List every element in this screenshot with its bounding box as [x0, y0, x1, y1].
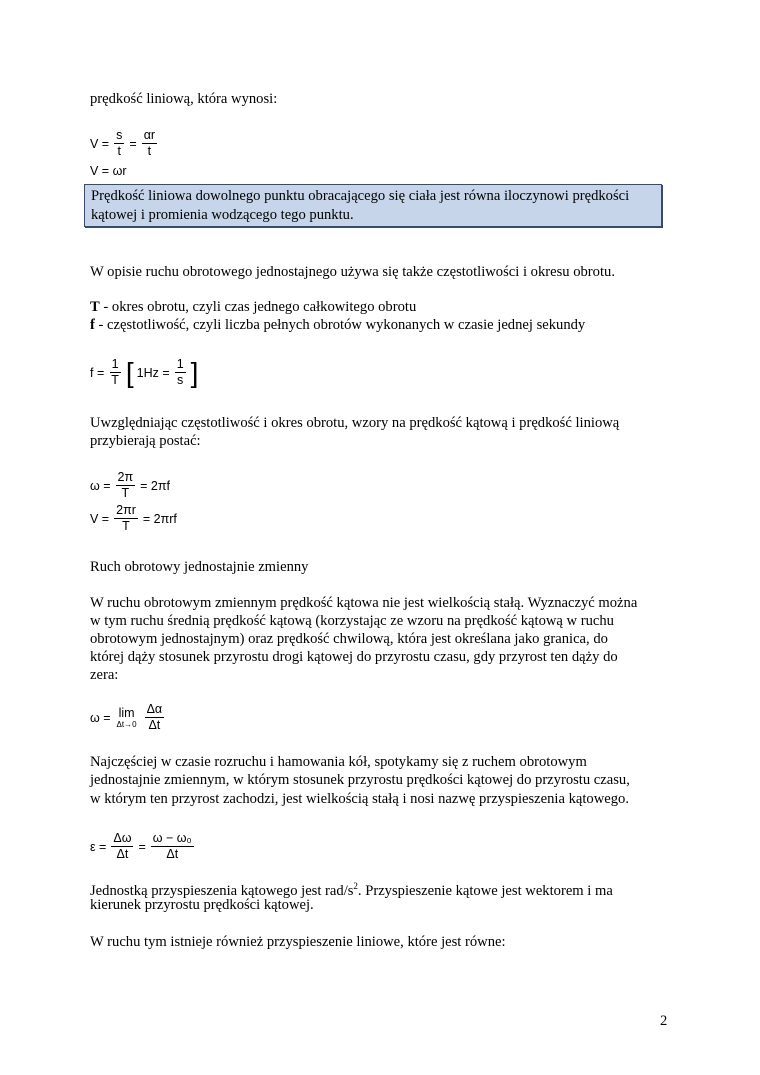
formula-part: = — [138, 839, 146, 854]
denominator: T — [111, 373, 119, 387]
numerator: 1 — [111, 357, 119, 371]
lim: lim — [118, 706, 135, 720]
numerator: 2πr — [116, 503, 136, 517]
paragraph: W ruchu obrotowym zmiennym prędkość kątowa nie jest wielkością stałą. Wyznaczyć można — [90, 595, 638, 611]
formula-omega — [90, 470, 170, 501]
formula-part: V = — [90, 136, 110, 151]
paragraph: W ruchu tym istnieje również przyspieszenie liniowe, które jest równe: — [90, 934, 506, 950]
text: Jednostką przyspieszenia kątowego jest rad/s — [90, 882, 354, 899]
paragraph: obrotowym jednostajnym) oraz prędkość chwilową, która jest określana jako granica, do — [90, 631, 608, 647]
formula-part: ε = — [90, 839, 107, 854]
denominator: t — [117, 144, 121, 158]
paragraph: zera: — [90, 667, 119, 683]
formula-part: = 2πf — [140, 478, 170, 493]
numerator: 2π — [117, 470, 134, 484]
box-line: Prędkość liniowa dowolnego punktu obracającego się ciała jest równa iloczynowi prędkości — [91, 188, 630, 204]
text: . Przyspieszenie kątowe jest wektorem i ma — [357, 882, 613, 899]
denominator: T — [122, 519, 130, 533]
highlight-box — [84, 184, 662, 227]
formula-part: 1Hz = — [136, 365, 170, 380]
definition-T — [90, 298, 416, 317]
paragraph: której dąży stosunek przyrostu drogi kątowej do przyrostu czasu, gdy przyrost ten dąży do — [90, 649, 618, 665]
definition-f — [90, 316, 585, 335]
formula-part: = 2πrf — [142, 511, 177, 526]
numerator: Δα — [146, 702, 163, 716]
paragraph: kierunek przyrostu prędkości kątowej. — [90, 897, 314, 913]
formula-limit — [90, 702, 166, 733]
denominator: Δt — [116, 847, 129, 861]
box-line: kątowej i promienia wodzącego tego punktu. — [91, 207, 354, 223]
intro-text: prędkość liniową, która wynosi: — [90, 91, 278, 107]
formula-angular-acceleration — [90, 831, 196, 862]
formula-part: f = — [90, 365, 105, 380]
formula-part: ω = — [90, 710, 111, 725]
denominator: T — [121, 486, 130, 500]
paragraph: Najczęściej w czasie rozruchu i hamowania kół, spotykamy się z ruchem obrotowym — [90, 754, 587, 770]
paragraph: jednostajnie zmiennym, w którym stosunek przyrostu prędkości kątowej do przyrostu czasu, — [90, 772, 630, 788]
numerator: αr — [143, 128, 156, 142]
denominator: Δt — [166, 847, 179, 861]
superscript: 2 — [353, 881, 358, 891]
formula-part: V = — [90, 511, 110, 526]
formula-v-omega-r: V = ωr — [90, 164, 127, 178]
denominator: Δt — [148, 718, 161, 732]
bracket: [ — [125, 356, 134, 388]
numerator: ω − ω₀ — [152, 831, 192, 845]
numerator: Δω — [113, 831, 132, 845]
numerator: 1 — [176, 357, 184, 371]
paragraph: w tym ruchu średnią prędkość kątową (korzystając ze wzoru na prędkość kątową w ruchu — [90, 613, 614, 629]
symbol: T — [90, 299, 100, 315]
section-heading: Ruch obrotowy jednostajnie zmienny — [90, 559, 309, 575]
bracket: ] — [190, 356, 199, 388]
paragraph: przybierają postać: — [90, 433, 201, 449]
numerator: s — [116, 128, 123, 142]
lim-subscript: Δt→0 — [116, 720, 137, 729]
page-number: 2 — [660, 1013, 668, 1029]
denominator: t — [147, 144, 152, 158]
paragraph: w którym ten przyrost zachodzi, jest wielkością stałą i nosi nazwę przyspieszenia kątowego. — [90, 791, 629, 807]
formula-frequency — [90, 357, 198, 388]
formula-velocity — [90, 503, 177, 534]
denominator: s — [177, 373, 184, 387]
symbol: f — [90, 317, 95, 333]
definition-text: - okres obrotu, czyli czas jednego całkowitego obrotu — [99, 299, 417, 315]
formula-linear-velocity — [90, 128, 159, 159]
definition-text: - częstotliwość, czyli liczba pełnych obrotów wykonanych w czasie jednej sekundy — [94, 317, 586, 333]
paragraph: Uwzględniając częstotliwość i okres obrotu, wzory na prędkość kątową i prędkość liniową — [90, 415, 620, 431]
formula-part: ω = — [90, 478, 111, 493]
paragraph: W opisie ruchu obrotowego jednostajnego używa się także częstotliwości i okresu obrotu. — [90, 264, 615, 280]
formula-part: = — [129, 136, 137, 151]
